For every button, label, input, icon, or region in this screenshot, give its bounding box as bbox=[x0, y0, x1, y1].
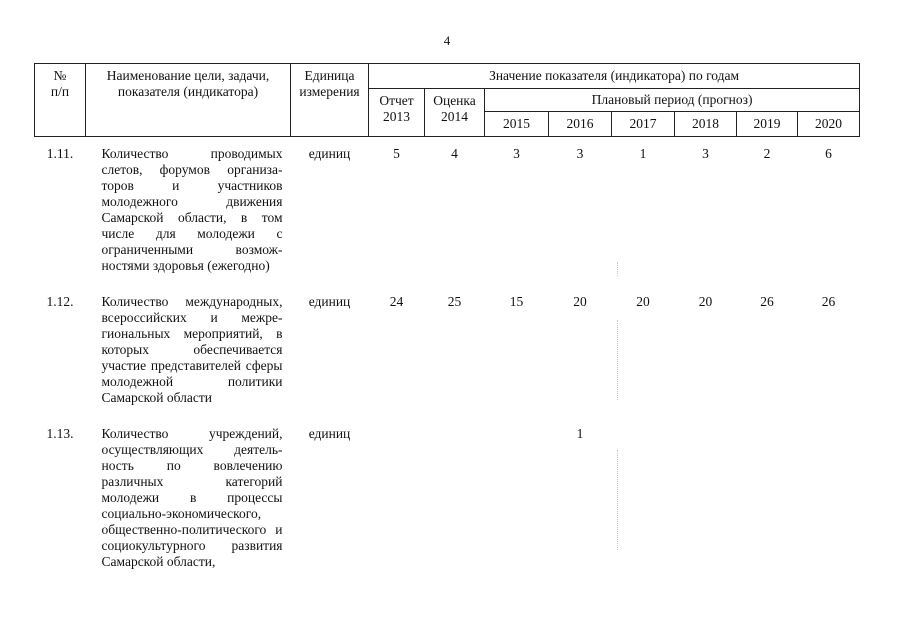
header-report-2013: Отчет 2013 bbox=[369, 89, 425, 137]
table-body bbox=[35, 137, 860, 571]
value-2020 bbox=[798, 406, 860, 570]
value-2016: 1 bbox=[576, 426, 584, 441]
value-2016: 20 bbox=[573, 294, 587, 309]
value-2013: 5 bbox=[393, 146, 400, 161]
value-2019 bbox=[737, 406, 798, 570]
scan-dots bbox=[617, 262, 619, 276]
header-plan-period: Плановый период (прогноз) bbox=[485, 89, 860, 112]
value-2018: 3 bbox=[702, 146, 709, 161]
value-2014: 4 bbox=[451, 146, 458, 161]
indicator-name: Количество учреждений, осуществляющих деятель-ность по вовлечению различных категорий молодежи в процессы социально-экономического, общественно-политического и социокультурного развития Самарской области, bbox=[101, 426, 283, 569]
value-2020: 6 bbox=[825, 146, 832, 161]
unit-cell: единиц bbox=[308, 146, 351, 161]
value-2019: 26 bbox=[760, 294, 774, 309]
value-2017: 1 bbox=[639, 146, 647, 161]
indicator-name: Количество проводимых слетов, форумов организа-торов и участников молодежного движения Самарской области, в том числе для молодежи с ограниченными возмож-ностями здоровья (ежегодно) bbox=[101, 146, 283, 273]
value-2014: 25 bbox=[447, 294, 462, 309]
value-2015: 15 bbox=[509, 294, 524, 309]
scan-dots bbox=[617, 450, 619, 550]
value-2013: 24 bbox=[389, 294, 404, 309]
row-number: 1.11. bbox=[46, 146, 74, 161]
header-values-by-year: Значение показателя (индикатора) по годам bbox=[369, 64, 860, 89]
row-number: 1.12. bbox=[46, 294, 74, 309]
table-row bbox=[35, 137, 860, 275]
table-row bbox=[35, 274, 860, 406]
value-2018 bbox=[675, 406, 737, 570]
header-year-2015: 2015 bbox=[485, 112, 549, 137]
value-2015 bbox=[485, 406, 549, 570]
header-year-2019: 2019 bbox=[737, 112, 798, 137]
scan-dots bbox=[617, 320, 619, 400]
unit-cell: единиц bbox=[308, 294, 351, 309]
header-year-2016: 2016 bbox=[549, 112, 612, 137]
value-2017 bbox=[612, 406, 675, 570]
table-header bbox=[35, 64, 860, 137]
value-2019: 2 bbox=[763, 146, 771, 161]
header-year-2020: 2020 bbox=[798, 112, 860, 137]
value-2015: 3 bbox=[513, 146, 520, 161]
indicators-table bbox=[34, 63, 860, 570]
header-year-2017: 2017 bbox=[612, 112, 675, 137]
table-row bbox=[35, 406, 860, 570]
indicator-name: Количество международных, всероссийских и межре-гиональных мероприятий, в которых обеспечивается участие представителей сферы молодежной политики Самарской области bbox=[101, 294, 283, 405]
unit-cell: единиц bbox=[308, 426, 351, 441]
value-2018: 20 bbox=[698, 294, 713, 309]
row-number: 1.13. bbox=[46, 426, 74, 441]
value-2016: 3 bbox=[576, 146, 584, 161]
header-year-2018: 2018 bbox=[675, 112, 737, 137]
header-num: № п/п bbox=[35, 64, 86, 137]
value-2017: 20 bbox=[636, 294, 650, 309]
header-name: Наименование цели, задачи, показателя (индикатора) bbox=[86, 64, 291, 137]
value-2020: 26 bbox=[821, 294, 836, 309]
page-number: 4 bbox=[443, 33, 451, 48]
header-estimate-2014: Оценка 2014 bbox=[425, 89, 485, 137]
value-2013 bbox=[369, 406, 425, 570]
value-2014 bbox=[425, 406, 485, 570]
header-unit: Единица измерения bbox=[291, 64, 369, 137]
